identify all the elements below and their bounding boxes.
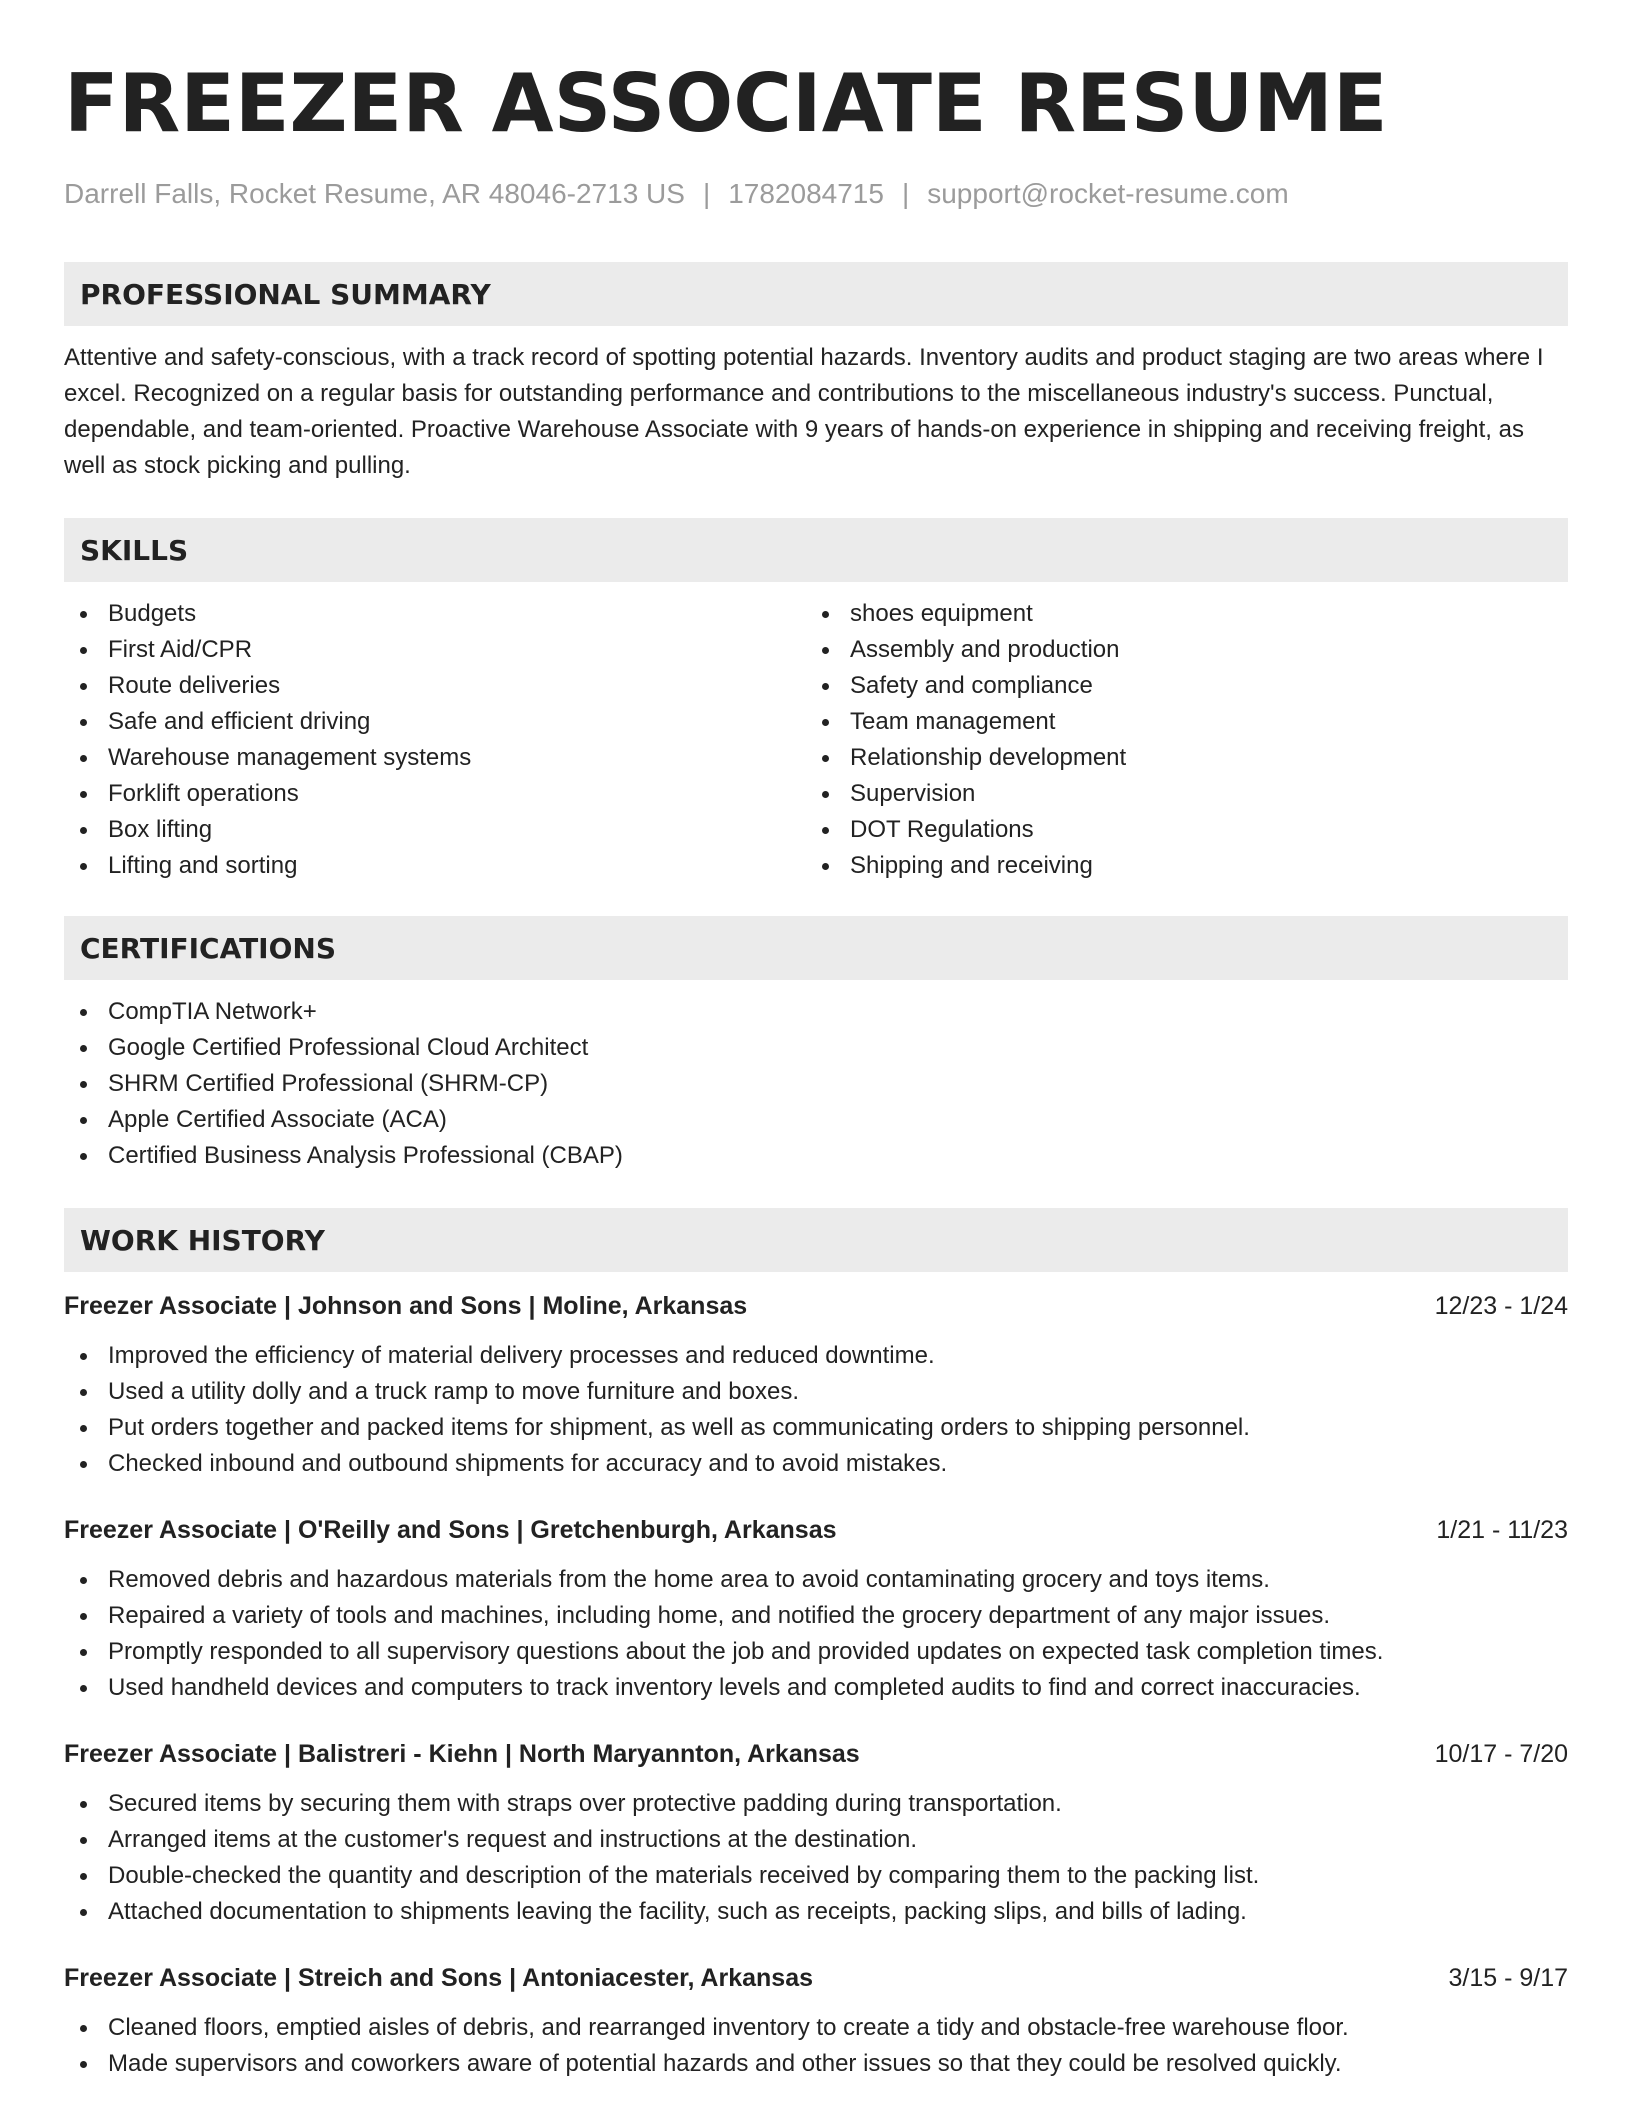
list-item: Improved the efficiency of material delivery processes and reduced downtime.	[64, 1338, 1568, 1374]
list-item: Safe and efficient driving	[64, 704, 806, 740]
skills-list-left	[64, 596, 806, 884]
job-dates: 3/15 - 9/17	[1448, 1964, 1568, 1992]
list-item: shoes equipment	[806, 596, 1548, 632]
job-bullets	[64, 2010, 1568, 2082]
list-item: Box lifting	[64, 812, 806, 848]
skills-heading: SKILLS	[64, 518, 1568, 582]
list-item: Repaired a variety of tools and machines, including home, and notified the grocery department of any major issues.	[64, 1598, 1568, 1634]
list-item: Google Certified Professional Cloud Architect	[64, 1030, 1568, 1066]
job-header	[64, 1960, 1568, 1996]
list-item: Used handheld devices and computers to track inventory levels and completed audits to find and correct inaccuracies.	[64, 1670, 1568, 1706]
contact-phone: 1782084715	[728, 178, 884, 209]
job-title: Freezer Associate | Johnson and Sons | Moline, Arkansas	[64, 1292, 748, 1320]
list-item: Checked inbound and outbound shipments for accuracy and to avoid mistakes.	[64, 1446, 1568, 1482]
job-title: Freezer Associate | Streich and Sons | Antoniacester, Arkansas	[64, 1964, 813, 1992]
list-item: Lifting and sorting	[64, 848, 806, 884]
job-header	[64, 1512, 1568, 1548]
job-dates: 1/21 - 11/23	[1436, 1516, 1568, 1544]
resume-title: FREEZER ASSOCIATE RESUME	[64, 57, 1388, 150]
resume-page	[64, 56, 1568, 2082]
certifications-list	[64, 994, 1568, 1174]
job-header	[64, 1736, 1568, 1772]
list-item: Removed debris and hazardous materials from the home area to avoid contaminating grocery and toys items.	[64, 1562, 1568, 1598]
list-item: Warehouse management systems	[64, 740, 806, 776]
contact-separator: |	[901, 178, 910, 209]
list-item: Relationship development	[806, 740, 1548, 776]
list-item: Made supervisors and coworkers aware of potential hazards and other issues so that they could be resolved quickly.	[64, 2046, 1568, 2082]
list-item: CompTIA Network+	[64, 994, 1568, 1030]
job-dates: 12/23 - 1/24	[1434, 1292, 1568, 1320]
job-entry	[64, 1288, 1568, 1482]
list-item: Route deliveries	[64, 668, 806, 704]
list-item: Double-checked the quantity and description of the materials received by comparing them to the packing list.	[64, 1858, 1568, 1894]
list-item: Safety and compliance	[806, 668, 1548, 704]
list-item: First Aid/CPR	[64, 632, 806, 668]
job-bullets	[64, 1338, 1568, 1482]
list-item: Arranged items at the customer's request and instructions at the destination.	[64, 1822, 1568, 1858]
job-entry	[64, 1960, 1568, 2082]
list-item: Supervision	[806, 776, 1548, 812]
list-item: SHRM Certified Professional (SHRM-CP)	[64, 1066, 1568, 1102]
contact-email: support@rocket-resume.com	[927, 178, 1289, 209]
list-item: Assembly and production	[806, 632, 1548, 668]
work-history-heading: WORK HISTORY	[64, 1208, 1568, 1272]
contact-separator: |	[702, 178, 711, 209]
list-item: Promptly responded to all supervisory questions about the job and provided updates on expected task completion times.	[64, 1634, 1568, 1670]
list-item: DOT Regulations	[806, 812, 1548, 848]
list-item: Secured items by securing them with straps over protective padding during transportation.	[64, 1786, 1568, 1822]
list-item: Apple Certified Associate (ACA)	[64, 1102, 1568, 1138]
list-item: Forklift operations	[64, 776, 806, 812]
summary-text: Attentive and safety-conscious, with a track record of spotting potential hazards. Inventory audits and product staging are two areas where I excel. Recognized on a regular basis for outstanding performance and contributions to the miscellaneous industry's success. Punctual, dependable, and team-oriented. Proactive Warehouse Associate with 9 years of hands-on experience in shipping and receiving freight, as well as stock picking and pulling.	[64, 344, 1544, 479]
skills-list-right	[806, 596, 1548, 884]
certifications-heading: CERTIFICATIONS	[64, 916, 1568, 980]
list-item: Certified Business Analysis Professional (CBAP)	[64, 1138, 1568, 1174]
job-bullets	[64, 1562, 1568, 1706]
job-title: Freezer Associate | Balistreri - Kiehn | North Maryannton, Arkansas	[64, 1740, 860, 1768]
job-entry	[64, 1512, 1568, 1706]
list-item: Cleaned floors, emptied aisles of debris, and rearranged inventory to create a tidy and obstacle-free warehouse floor.	[64, 2010, 1568, 2046]
list-item: Attached documentation to shipments leaving the facility, such as receipts, packing slips, and bills of lading.	[64, 1894, 1568, 1930]
job-title: Freezer Associate | O'Reilly and Sons | Gretchenburgh, Arkansas	[64, 1516, 837, 1544]
skills-columns	[64, 596, 1568, 884]
list-item: Budgets	[64, 596, 806, 632]
job-header	[64, 1288, 1568, 1324]
list-item: Shipping and receiving	[806, 848, 1548, 884]
job-bullets	[64, 1786, 1568, 1930]
job-entry	[64, 1736, 1568, 1930]
list-item: Put orders together and packed items for shipment, as well as communicating orders to shipping personnel.	[64, 1410, 1568, 1446]
list-item: Used a utility dolly and a truck ramp to move furniture and boxes.	[64, 1374, 1568, 1410]
list-item: Team management	[806, 704, 1548, 740]
contact-address: Darrell Falls, Rocket Resume, AR 48046-2713 US	[64, 178, 685, 209]
job-dates: 10/17 - 7/20	[1434, 1740, 1568, 1768]
summary-heading: PROFESSIONAL SUMMARY	[64, 262, 1568, 326]
contact-line	[64, 178, 1568, 210]
